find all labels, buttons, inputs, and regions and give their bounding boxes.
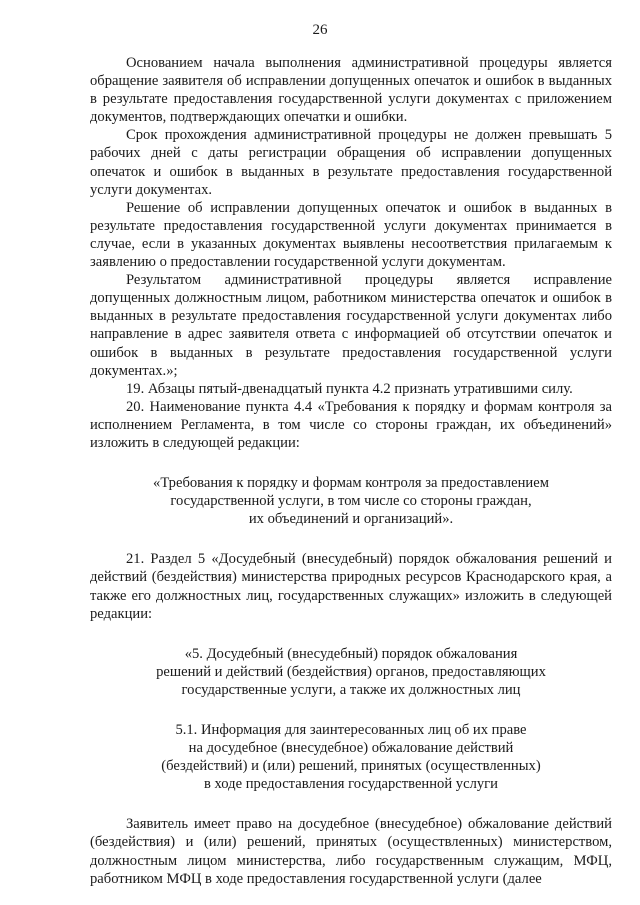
heading-line: 5.1. Информация для заинтересованных лиц об их праве <box>175 722 527 738</box>
heading-line: (бездействий) и (или) решений, принятых (осуществленных) <box>161 758 541 775</box>
heading-line: на досудебное (внесудебное) обжалование действий <box>188 740 514 757</box>
heading-line: государственные услуги, а также их должностных лиц <box>181 681 521 698</box>
heading-line: государственной услуги, в том числе со стороны граждан, <box>170 493 532 510</box>
heading-line: их объединений и организаций». <box>248 511 454 528</box>
section-heading-control <box>90 474 612 528</box>
paragraph: 20. Наименование пункта 4.4 «Требования к порядку и формам контроля за исполнением Регламента, в том числе со стороны граждан, их объединений» изложить в следующей редакции: <box>90 398 612 451</box>
paragraph: Результатом административной процедуры является исправление допущенных должностным лицом, работником министерства опечаток и ошибок в выданных в результате предоставления государственной услуги документах либо направление в адрес заявителя ответа с информацией об отсутствии опечаток и ошибок в выданных в результате предоставления государственной услуги документах.»; <box>90 272 612 379</box>
heading-line: «Требования к порядку и формам контроля за предоставлением <box>153 475 549 492</box>
document-body <box>90 54 612 888</box>
paragraph: Заявитель имеет право на досудебное (внесудебное) обжалование действий (бездействия) и (или) решений, принятых (осуществленных) министерством, должностным лицом министерства, либо государственным служащим, МФЦ, работником МФЦ в ходе предоставления государственной услуги (далее <box>90 816 612 887</box>
page-number: 26 <box>312 22 328 38</box>
paragraph: 19. Абзацы пятый-двенадцатый пункта 4.2 признать утратившими силу. <box>126 380 573 397</box>
paragraph: 21. Раздел 5 «Досудебный (внесудебный) порядок обжалования решений и действий (бездействия) министерства природных ресурсов Краснодарского края, а также его должностных лиц, государственных служащих» изложить в следующей редакции: <box>90 551 612 622</box>
heading-line: решений и действий (бездействия) органов, предоставляющих <box>156 663 546 680</box>
paragraph: Решение об исправлении допущенных опечаток и ошибок в выданных в результате предоставления государственной услуги документах принимается в случае, если в указанных документах выявлены несоответствия прилагаемым к заявлению о предоставлении государственной услуги документам. <box>90 199 612 271</box>
paragraph: Срок прохождения административной процедуры не должен превышать 5 рабочих дней с даты регистрации обращения об исправлении допущенных опечаток и ошибок в выданных в результате предоставления государственной услуги документах. <box>90 127 612 198</box>
heading-line: «5. Досудебный (внесудебный) порядок обжалования <box>184 645 518 662</box>
heading-line: в ходе предоставления государственной услуги <box>204 776 498 793</box>
section-heading-5 <box>90 645 612 699</box>
paragraph: Основанием начала выполнения административной процедуры является обращение заявителя об исправлении допущенных опечаток и ошибок в выданных в результате предоставления государственной услуги документах с приложением документов, подтверждающих опечатки и ошибки. <box>90 55 612 126</box>
section-heading-5-1 <box>90 721 612 793</box>
